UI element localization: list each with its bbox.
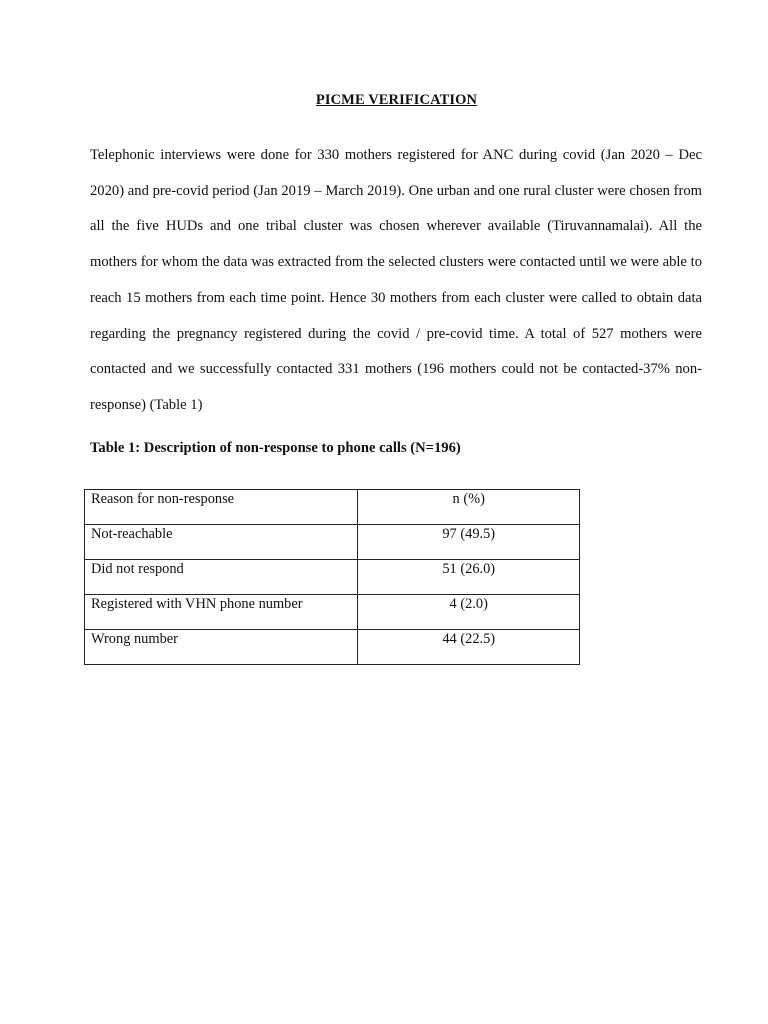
table-cell-reason: Not-reachable xyxy=(85,525,358,560)
table-cell-count: 4 (2.0) xyxy=(358,595,580,630)
table-caption: Table 1: Description of non-response to phone calls (N=196) xyxy=(90,440,461,456)
table-row xyxy=(85,525,580,560)
table-cell-reason: Wrong number xyxy=(85,630,358,665)
table-cell-count: 97 (49.5) xyxy=(358,525,580,560)
table-row xyxy=(85,630,580,665)
body-paragraph: Telephonic interviews were done for 330 mothers registered for ANC during covid (Jan 2020 – Dec 2020) and pre-covid period (Jan 2019 – March 2019). One urban and one rural cluster were chosen from all the five HUDs and one tribal cluster was chosen wherever available (Tiruvannamalai). All the mothers for whom the data was extracted from the selected clusters were contacted until we were able to reach 15 mothers from each time point. Hence 30 mothers from each cluster were called to obtain data regarding the pregnancy registered during the covid / pre-covid time. A total of 527 mothers were contacted and we successfully contacted 331 mothers (196 mothers could not be contacted-37% non-response) (Table 1) xyxy=(90,147,702,413)
table-cell-count: 44 (22.5) xyxy=(358,630,580,665)
table-row xyxy=(85,560,580,595)
table-header-cell: Reason for non-response xyxy=(85,490,358,525)
page-title: PICME VERIFICATION xyxy=(315,92,478,108)
table-cell-count: 51 (26.0) xyxy=(358,560,580,595)
table-row xyxy=(85,595,580,630)
table-header-row xyxy=(85,490,580,525)
table-header-cell: n (%) xyxy=(358,490,580,525)
table-cell-reason: Did not respond xyxy=(85,560,358,595)
non-response-table xyxy=(84,489,580,665)
table-cell-reason: Registered with VHN phone number xyxy=(85,595,358,630)
